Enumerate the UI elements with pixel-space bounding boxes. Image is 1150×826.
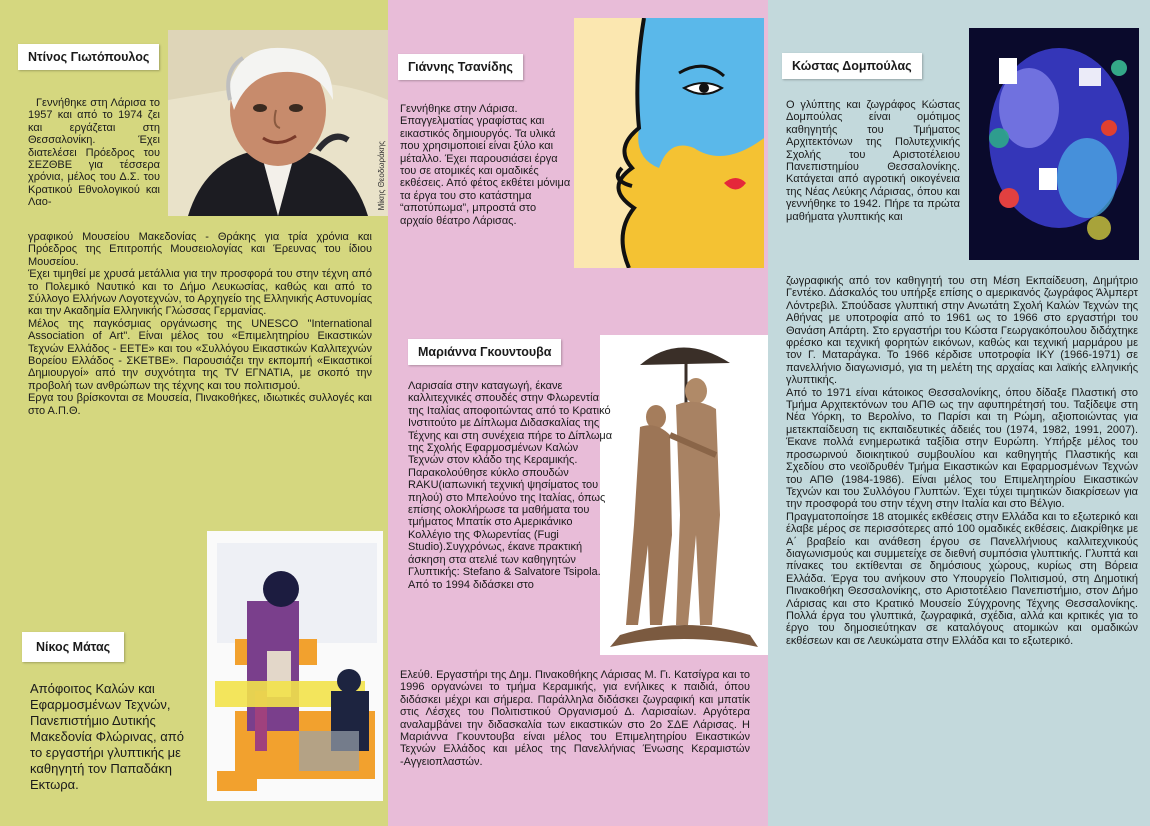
bio-paragraph: Μέλος της παγκόσμιας οργάνωσης της UNESCO "International Association of Art". Είναι μέλος του «Επιμελητηρίου Εικαστικών Τεχνών Ελλάδος - ΕΕΤΕ» και του «Συλλόγου Εικαστικών Καλλιτεχνών Βορείου Ελλάδος - ΣΚΕΤΒΕ». Παρουσιάζει την εκπομπή «Εικαστικοί Δημιουργοί» από την συχνότητα της TV ΕΓΝΑΤΙΑ, με σκοπό την προβολή των ανθρώπων της τέχνης και του πολιτισμού.	[28, 317, 372, 392]
bio-paragraph: Εργα του βρίσκονται σε Μουσεία, Πινακοθήκες, ιδιωτικές συλλογές και στο Α.Π.Θ.	[28, 392, 372, 417]
bio-body	[786, 275, 1138, 647]
artist-name-tag: Κώστας Δομπούλας	[782, 53, 922, 79]
artist-name-tag: Ντίνος Γιωτόπουλος	[18, 44, 159, 70]
portrait-painting	[168, 30, 388, 216]
sculpture-photo	[600, 335, 768, 655]
bio-body	[28, 231, 372, 417]
column-middle	[388, 0, 768, 826]
bio-text: Γεννήθηκε στην Λάρισα. Επαγγελματίας γραφίστας και εικαστικός δημιουργός. Τα υλικά που χρησιμοποιεί είναι ξύλο και μέταλλο. Έχει παρουσιάσει έργα του σε ατομικές και ομαδικές εκθέσεις. Από φέτος εκθέτει μόνιμα τα έργα του στο κατάστημα “αποτύπωμα”, μπροστά στο αρχαίο θέατρο Λάρισας.	[400, 103, 571, 227]
bio-paragraph: Πραγματοποίησε 18 ατομικές εκθέσεις στην Ελλάδα και το εξωτερικό και έλαβε μέρος σε περισσότερες από 100 ομαδικές εκθέσεις. Διακρίθηκε με Α΄ βραβείο και ανάθεση έργου σε Πανελλήνιους καλλιτεχνικούς διαγωνισμούς και συμμετείχε σε διεθνή συμπόσια γλυπτικής. Γλυπτά και πίνακες του εκτίθενται σε δημόσιους χώρους, κυρίως στη Βόρεια Ελλάδα. Έργα του ανήκουν στο Υπουργείο Πολιτισμού, στη Δημοτική Πινακοθήκη Θεσσαλονίκης, στο Αριστοτέλειο Πανεπιστήμιο, στον Δήμο Λάρισας και στο Κρατικό Μουσείο Σύγχρονης Τέχνης Θεσσαλονίκης. Πολλά έργα του γλυπτικά, ζωγραφικά, σχέδια, αλλά και κριτικές για το έργο του δημοσιεύτηκαν σε καταλόγους ατομικών και ομαδικών εκθέσεων και σε Λευκώματα στην Ελλάδα και το εξωτερικό.	[786, 510, 1138, 647]
column-right	[768, 0, 1150, 826]
bio-paragraph: γραφικού Μουσείου Μακεδονίας - Θράκης για τρία χρόνια και Πρόεδρος της Επιτροπής Μουσειολογίας και Έρευνας του ίδιου Μουσείου.	[28, 231, 372, 268]
artist-name-tag: Γιάννης Τσανίδης	[398, 54, 523, 80]
bio-intro: Λαρισαία στην καταγωγή, έκανε καλλιτεχνικές σπουδές στην Φλωρεντία της Ιταλίας αποφοιτώντας από το Κρατικό Ινστιτούτο με Δίπλωμα Διδασκαλίας της Τέχνης και στη συνέχεια πήρε το Δίπλωμα της Σχολής Εφαρμοσμένων Καλών Τεχνών στον κλάδο της Κεραμικής. Παρακολούθησε κύκλο σπουδών RAKU(ιαπωνική τεχνική ψησίματος του πηλού) στο Μπελούνο της Ιταλίας, όπως επίσης ολοκλήρωσε τα μαθήματα του τμήματος Μπατίκ στο Αμερικάνικο Κολλέγιο της Φλωρεντίας (Fugi Studio).Συγχρόνως, έκανε πρακτική άσκηση στα ατελιέ των καθηγητών Γλυπτικής: Stefano & Salvatore Tsipola. Από το 1994 διδάσκει στο	[408, 380, 613, 591]
bio-intro: Ο γλύπτης και ζωγράφος Κώστας Δομπούλας είναι ομότιμος καθηγητής του Τμήματος Αρχιτεκτόνων της Πολυτεχνικής Σχολής του Αριστοτέλειου Πανεπιστημίου Θεσσαλονίκης. Κατάγεται από αγροτική οικογένεια της Νέας Λεύκης Λάρισας, όπου και γεννήθηκε το 1942. Πήρε τα πρώτα μαθήματα γλυπτικής και	[786, 99, 960, 223]
painting-signature: Μίκης Θεοδωράκης	[377, 140, 386, 210]
bio-paragraph: Έχει τιμηθεί με χρυσά μετάλλια για την προσφορά του στην τέχνη από το Πολεμικό Ναυτικό και το Δήμο Λευκωσίας, καθώς και από το Σύλλογο Ελλήνων Λογοτεχνών, το Αρχηγείο της Ελληνικής Αστυνομίας και την Ακαδημία Ελληνικής Γλώσσας Γερμανίας.	[28, 268, 372, 318]
bio-paragraph: Από το 1971 είναι κάτοικος Θεσσαλονίκης, όπου δίδαξε Πλαστική στο Τμήμα Αρχιτεκτόνων του ΑΠΘ ως την αφυπηρέτησή του. Ταξίδεψε στη Νέα Υόρκη, το Βερολίνο, το Παρίσι και τη Ρώμη, αξιοποιώντας για μετεκπαίδευση τις εκπαιδευτικές άδειές του (1974, 1982, 1991, 2007). Έκανε πολλά ενημερωτικά ταξίδια στην Ευρώπη. Υπήρξε μέλος του προσωρινού διοικητικού συμβουλίου και καθηγητής Πλαστικής και Σχεδίου στο νεοϊδρυθέν Τμήμα Εικαστικών και Εφαρμοσμένων Τεχνών του ΑΠΘ (1984-1986). Είναι μέλος του Επιμελητηρίου Εικαστικών Τεχνών και του Συλλόγου Γλυπτών. Έχει τύχει τιμητικών διακρίσεων για την προσφορά του στην τέχνη στην Ιταλία και στο Βέλγιο.	[786, 386, 1138, 511]
abstract-painting	[207, 531, 383, 801]
bio-body: Ελεύθ. Εργαστήρι της Δημ. Πινακοθήκης Λάρισας Μ. Γι. Κατσίγρα και το 1996 οργανώνει το τμήμα Κεραμικής, για ενήλικες κ παιδιά, όπου διδάσκει μέχρι και σήμερα. Παράλληλα διδάσκει ζωγραφική και μπατίκ στις Λέσχες του Πολιτιστικού Οργανισμού Δ. Λαρισαίων. Αργότερα αναλαμβάνει την διδασκαλία των εικαστικών στο 2ο ΣΔΕ Λάρισας. Η Μαριάννα Γκουντουβα είναι μέλος του Επιμελητηρίου Εικαστικών Τεχνών Ελλάδος και μέλος της Πανελλήνιας Ένωσης Κεραμιστών -Αγγειοπλαστών.	[400, 669, 750, 768]
column-left	[0, 0, 388, 826]
artist-name-tag: Μαριάννα Γκουντουβα	[408, 339, 561, 365]
bio-paragraph: ζωγραφικής από τον καθηγητή του στη Μέση Εκπαίδευση, Δημήτριο Γεντέκο. Δάσκαλός του υπήρξε επίσης ο αμερικανός ζωγράφος Άλμπερτ Λόντρεβιλ. Σπούδασε γλυπτική στην Ανωτάτη Σχολή Καλών Τεχνών της Αθήνας με υποτροφία από το 1961 ως το 1966 στο εργαστήρι του Θανάση Απάρτη. Στο εργαστήρι του Κώστα Γεωργακόπουλου διδάχτηκε φρέσκο και τεχνική φορητών εικόνων, καθώς και τεχνική μαρμάρου με τον Γ. Ματαράγκα. Το 1966 κέρδισε υποτροφία ΙΚΥ (1966-1971) σε πανελλήνιο διαγωνισμό, για τη μελέτη της αρχαίας και λαϊκής ελληνικής γλυπτικής.	[786, 275, 1138, 387]
blue-abstract-painting	[969, 28, 1139, 260]
face-artwork	[574, 18, 764, 268]
artist-name-tag: Νίκος Μάτας	[22, 632, 124, 662]
bio-intro: Γεννήθηκε στη Λάρισα το 1957 και από το 1974 ζει και εργάζεται στη Θεσσαλονίκη. Έχει διατελέσει Πρόεδρος του ΣΕΖΘΒΕ για τέσσερα χρόνια, μέλος του Δ.Σ. του Κρατικού Εθνολογικού και Λαο-	[28, 97, 160, 209]
bio-text: Απόφοιτος Καλών και Εφαρμοσμένων Τεχνών, Πανεπιστήμιο Δυτικής Μακεδονία Φλώρινας, από το εργαστήρι γλυπτικής με καθηγητή τον Παπαδάκη Εκτωρα.	[30, 681, 184, 792]
